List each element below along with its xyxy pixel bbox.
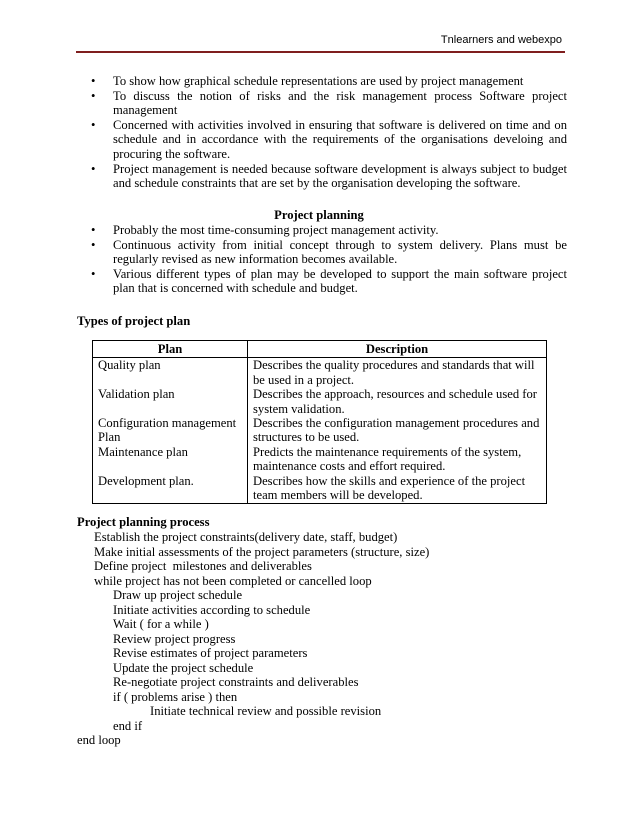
table-row (93, 474, 547, 504)
plan-cell: Configuration management Plan (93, 416, 248, 445)
pseudocode-line: Define project milestones and deliverables (94, 559, 312, 573)
project-planning-heading: Project planning (274, 208, 364, 222)
pseudocode-line: Re-negotiate project constraints and deliverables (113, 675, 359, 689)
pseudocode-line: Update the project schedule (113, 660, 254, 675)
description-cell: Describes the configuration management procedures and structures to be used. (248, 416, 547, 445)
process-heading: Project planning process (77, 515, 210, 529)
process-pseudocode (0, 530, 429, 748)
table-row (93, 445, 547, 474)
bullet-item: • Continuous activity from initial concept through to system delivery. Plans must be regularly revised as new information becomes available. (0, 238, 567, 267)
intro-bullet-list (0, 74, 567, 191)
description-cell: Predicts the maintenance requirements of the system, maintenance costs and effort required. (248, 445, 547, 474)
column-header-description: Description (248, 341, 547, 358)
bullet-item: • Various different types of plan may be developed to support the main software project plan that is concerned with schedule and budget. (0, 267, 567, 296)
plan-cell: Maintenance plan (93, 445, 248, 474)
table-row (93, 387, 547, 416)
column-header-plan: Plan (93, 341, 248, 358)
bullet-item: • To show how graphical schedule representations are used by project management (0, 74, 567, 89)
pseudocode-line: Establish the project constraints(delivery date, staff, budget) (94, 530, 398, 544)
plan-cell: Quality plan (93, 358, 248, 387)
pseudocode-line: Wait ( for a while ) (113, 617, 209, 631)
types-heading: Types of project plan (77, 314, 191, 328)
pseudocode-line: while project has not been completed or cancelled loop (94, 573, 372, 588)
pseudocode-line: Draw up project schedule (113, 588, 243, 602)
pseudocode-line: Review project progress (113, 631, 236, 646)
bullet-item: • To discuss the notion of risks and the risk management process Software project management (0, 89, 567, 118)
pseudocode-line: Revise estimates of project parameters (113, 646, 308, 660)
description-cell: Describes the quality procedures and standards that will be used in a project. (248, 358, 547, 387)
pseudocode-line: Initiate technical review and possible revision (150, 704, 382, 718)
table-row (93, 416, 547, 445)
page-header: Tnlearners and webexpo (440, 34, 562, 46)
table-row (93, 358, 547, 387)
planning-bullet-list (0, 223, 567, 296)
bullet-item: • Concerned with activities involved in ensuring that software is delivered on time and on schedule and in accordance with the requirements of the organisations develoing and procuring the software. (0, 118, 567, 162)
plan-cell: Development plan. (93, 474, 248, 504)
plan-types-table (92, 340, 547, 504)
pseudocode-line: Make initial assessments of the project parameters (structure, size) (94, 544, 430, 559)
bullet-item: • Project management is needed because software development is always subject to budget and schedule constraints that are set by the organisation developing the software. (0, 162, 567, 191)
pseudocode-line: end loop (77, 733, 121, 747)
pseudocode-line: Initiate activities according to schedule (113, 602, 311, 617)
pseudocode-line: if ( problems arise ) then (113, 689, 238, 704)
description-cell: Describes the approach, resources and schedule used for system validation. (248, 387, 547, 416)
table-header-row (93, 341, 547, 358)
pseudocode-line: end if (113, 718, 143, 733)
header-rule (76, 51, 565, 53)
description-cell: Describes how the skills and experience of the project team members will be developed. (248, 474, 547, 504)
bullet-item: • Probably the most time-consuming project management activity. (0, 223, 567, 238)
plan-cell: Validation plan (93, 387, 248, 416)
